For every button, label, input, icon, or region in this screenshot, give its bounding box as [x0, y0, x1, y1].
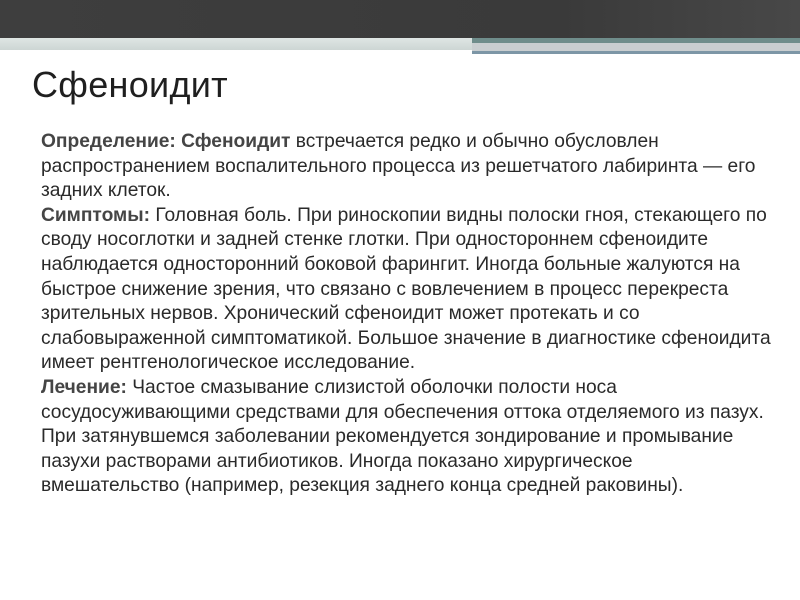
decor-band-gray [472, 43, 800, 51]
definition-term: Сфеноидит [181, 131, 291, 152]
treatment-text: Частое смазывание слизистой оболочки полости носа сосудосуживающими средствами для обеспечения оттока отделяемого из пазух. При затянувшемся заболевании рекомендуется зондирование и промывание пазухи растворами антибиотиков. Иногда показано хирургическое вмешательство (например, резекция заднего конца средней раковины). [41, 376, 764, 497]
decor-band-light [0, 38, 472, 50]
symptoms-paragraph [41, 204, 771, 376]
definition-label: Определение: [41, 131, 176, 152]
slide-title: Сфеноидит [32, 64, 228, 105]
treatment-paragraph [41, 376, 771, 499]
symptoms-label: Симптомы: [41, 204, 151, 226]
definition-paragraph [41, 130, 771, 204]
definition-text: встречается редко и обычно обусловлен распространением воспалительного процесса из решетчатого лабиринта — его задних клеток. [41, 131, 756, 202]
decor-band-line [472, 51, 800, 54]
treatment-label: Лечение: [41, 376, 127, 398]
symptoms-text: Головная боль. При риноскопии видны полоски гноя, стекающего по своду носоглотки и задней стенке глотки. При одностороннем сфеноидите наблюдается односторонний боковой фарингит. Иногда больные жалуются на быстрое снижение зрения, что связано с вовлечением в процесс перекреста зрительных нервов. Хронический сфеноидит может протекать и со слабовыраженной симптоматикой. Большое значение в диагностике сфеноидита имеет рентгенологическое исследование. [41, 204, 771, 374]
slide-body [41, 130, 771, 499]
header-bar-shade [0, 0, 800, 38]
header-bar [0, 0, 800, 38]
